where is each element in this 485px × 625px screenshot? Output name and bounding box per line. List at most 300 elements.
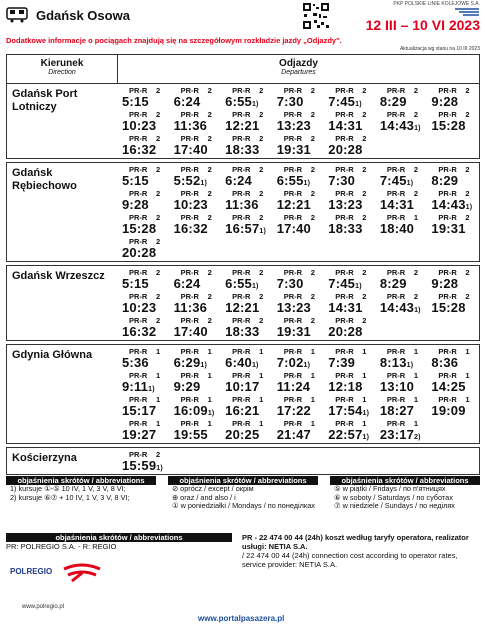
departure-time: 7:30 bbox=[276, 94, 304, 109]
departure-time-wrap bbox=[122, 403, 156, 418]
departure bbox=[170, 86, 222, 110]
departure-time-wrap bbox=[328, 221, 362, 236]
departures-header bbox=[118, 55, 479, 83]
direction-header bbox=[7, 55, 118, 83]
departure bbox=[427, 395, 479, 419]
train-category: PR-R bbox=[180, 165, 199, 174]
info-notice: Dodatkowe informacje o pociągach znajdują się na szczegółowym rozkładzie jazdy „Odjazdy". bbox=[6, 36, 342, 45]
platform-number: 2 bbox=[362, 316, 367, 325]
train-category: PR-R bbox=[438, 110, 457, 119]
departure-time-wrap bbox=[380, 403, 414, 418]
departure-time-wrap bbox=[380, 276, 407, 291]
departure bbox=[273, 213, 325, 237]
departure bbox=[221, 395, 273, 419]
departure-time-wrap bbox=[328, 118, 362, 133]
legend-and-also: ⊕ oraz / and also / і bbox=[172, 492, 236, 502]
station-name: Gdańsk Osowa bbox=[36, 8, 130, 23]
departure bbox=[170, 419, 222, 443]
departure bbox=[324, 347, 376, 371]
departure-time-wrap bbox=[431, 355, 458, 370]
platform-number: 2 bbox=[259, 268, 264, 277]
departure-time-wrap bbox=[431, 197, 472, 212]
direction-section bbox=[6, 447, 480, 475]
departure-time-wrap bbox=[277, 324, 311, 339]
departure-time-wrap bbox=[277, 300, 311, 315]
legend-fridays: ⑤ w piątki / Fridays / по п'ятницях bbox=[334, 484, 446, 493]
departure-time-wrap bbox=[174, 221, 208, 236]
departure-time-wrap bbox=[174, 379, 201, 394]
departure-time: 6:24 bbox=[225, 173, 252, 188]
departure-time-wrap bbox=[225, 403, 259, 418]
train-category: PR-R bbox=[438, 189, 457, 198]
platform-number: 2 bbox=[465, 292, 470, 301]
departure-time-wrap bbox=[277, 355, 310, 370]
departure bbox=[221, 189, 273, 213]
platform-number: 1 bbox=[259, 419, 264, 428]
departure-time-wrap bbox=[122, 142, 156, 157]
departure-time-wrap bbox=[277, 403, 311, 418]
platform-number: 1 bbox=[413, 347, 419, 356]
departure-time-wrap bbox=[380, 300, 421, 315]
platform-number: 2 bbox=[413, 292, 419, 301]
train-category: PR-R bbox=[283, 165, 303, 174]
departure-time-wrap bbox=[225, 355, 258, 370]
departure bbox=[324, 292, 376, 316]
platform-number: 2 bbox=[362, 292, 367, 301]
departure-time-wrap bbox=[225, 118, 259, 133]
departure-time: 8:29 bbox=[379, 276, 407, 291]
platform-number: 1 bbox=[207, 371, 212, 380]
departure bbox=[376, 165, 428, 189]
departure-time-wrap bbox=[277, 118, 311, 133]
platform-number: 2 bbox=[259, 292, 264, 301]
train-category: PR-R bbox=[283, 395, 303, 404]
platform-number: 1 bbox=[362, 395, 367, 404]
departure bbox=[118, 292, 170, 316]
departure-grid bbox=[118, 266, 479, 340]
departure-time-wrap bbox=[328, 324, 362, 339]
departure bbox=[221, 165, 273, 189]
departure-time: 6:55 bbox=[225, 94, 252, 109]
train-category: PR-R bbox=[283, 316, 303, 325]
departure-time: 5:15 bbox=[122, 94, 149, 109]
platform-number: 1 bbox=[413, 213, 419, 222]
departure bbox=[170, 268, 222, 292]
departure bbox=[118, 316, 170, 340]
departure-time-wrap bbox=[225, 427, 259, 442]
departure-time: 14:31 bbox=[328, 118, 363, 133]
platform-number: 2 bbox=[310, 165, 315, 174]
train-category: PR-R bbox=[438, 213, 457, 222]
platform-number: 1 bbox=[259, 395, 264, 404]
departure-time-wrap bbox=[328, 276, 361, 291]
train-category: PR-R bbox=[129, 237, 148, 246]
departure-time: 19:31 bbox=[431, 221, 466, 236]
train-category: PR-R bbox=[283, 86, 303, 95]
departure-time-wrap bbox=[328, 427, 369, 442]
departure-grid bbox=[118, 163, 479, 261]
footnote-marker: 1) bbox=[303, 362, 311, 369]
platform-number: 2 bbox=[413, 110, 419, 119]
departure bbox=[221, 292, 273, 316]
platform-number: 2 bbox=[259, 134, 264, 143]
validity-dates: 12 III – 10 VI 2023 bbox=[365, 17, 480, 33]
departure bbox=[376, 86, 428, 110]
departure-time-wrap bbox=[380, 197, 414, 212]
departure-time-wrap bbox=[225, 300, 259, 315]
legend-operators-header: objaśnienia skrótów / abbreviations bbox=[6, 533, 232, 542]
legend-header: objaśnienia skrótów / abbreviations bbox=[6, 476, 156, 485]
footnote-marker: 1) bbox=[200, 180, 208, 187]
departure bbox=[273, 189, 325, 213]
train-category: PR-R bbox=[129, 110, 148, 119]
departure bbox=[273, 134, 325, 158]
departure bbox=[376, 189, 428, 213]
platform-number: 2 bbox=[362, 165, 367, 174]
platform-number: 2 bbox=[259, 165, 264, 174]
departure-time: 22:57 bbox=[328, 427, 363, 442]
departure bbox=[376, 110, 428, 134]
platform-number: 2 bbox=[207, 110, 212, 119]
departure bbox=[324, 419, 376, 443]
train-category: PR-R bbox=[180, 419, 199, 428]
platform-number: 2 bbox=[259, 189, 264, 198]
platform-number: 2 bbox=[207, 165, 212, 174]
qr-code-icon[interactable] bbox=[302, 2, 330, 30]
departure-time: 8:29 bbox=[431, 173, 459, 188]
platform-number: 1 bbox=[156, 347, 161, 356]
departure bbox=[427, 371, 479, 395]
train-category: PR-R bbox=[335, 134, 354, 143]
platform-number: 1 bbox=[465, 395, 470, 404]
departure-time-wrap bbox=[122, 118, 156, 133]
train-category: PR-R bbox=[129, 134, 148, 143]
legend-symbols bbox=[168, 476, 318, 511]
platform-number: 2 bbox=[207, 213, 212, 222]
departure-time-wrap bbox=[122, 300, 156, 315]
polregio-website-link[interactable]: www.polregio.pl bbox=[22, 604, 65, 610]
platform-number: 1 bbox=[465, 347, 470, 356]
departure bbox=[324, 134, 376, 158]
departure-time: 7:45 bbox=[328, 94, 356, 109]
platform-number: 2 bbox=[259, 213, 264, 222]
legend-note-1: 1) kursuje ①-⑤ 10 IV, 1 V, 3 V, 8 VI; bbox=[10, 484, 126, 493]
platform-number: 1 bbox=[413, 371, 419, 380]
train-category: PR-R bbox=[129, 419, 148, 428]
train-category: PR-R bbox=[438, 347, 457, 356]
departure bbox=[170, 189, 222, 213]
train-category: PR-R bbox=[180, 347, 199, 356]
departure bbox=[273, 86, 325, 110]
departure bbox=[427, 268, 479, 292]
departure-time: 13:23 bbox=[276, 118, 311, 133]
departure-grid bbox=[118, 345, 479, 443]
departure bbox=[118, 395, 170, 419]
departure-time-wrap bbox=[277, 173, 310, 188]
train-category: PR-R bbox=[232, 134, 251, 143]
departure-time: 5:15 bbox=[122, 276, 149, 291]
departure bbox=[118, 237, 170, 261]
platform-number: 2 bbox=[310, 213, 315, 222]
train-category: PR-R bbox=[438, 165, 457, 174]
footnote-marker: 1) bbox=[362, 434, 370, 441]
train-category: PR-R bbox=[129, 371, 148, 380]
train-category: PR-R bbox=[283, 110, 303, 119]
departure bbox=[221, 347, 273, 371]
departure-time: 6:55 bbox=[225, 276, 252, 291]
departure bbox=[118, 347, 170, 371]
footnote-marker: 1) bbox=[156, 465, 163, 472]
direction-title: Kierunek bbox=[40, 58, 84, 69]
train-category: PR-R bbox=[386, 110, 406, 119]
departure-time: 20:28 bbox=[122, 245, 157, 260]
departure bbox=[273, 292, 325, 316]
departure bbox=[273, 110, 325, 134]
train-category: PR-R bbox=[386, 419, 406, 428]
platform-number: 2 bbox=[156, 165, 161, 174]
departure-time: 16:32 bbox=[122, 142, 157, 157]
departure bbox=[221, 419, 273, 443]
departure-time-wrap bbox=[380, 355, 413, 370]
train-category: PR-R bbox=[438, 268, 457, 277]
departure bbox=[376, 347, 428, 371]
departure bbox=[427, 165, 479, 189]
platform-number: 2 bbox=[465, 213, 470, 222]
departure-time: 11:24 bbox=[276, 379, 311, 394]
platform-number: 2 bbox=[413, 165, 419, 174]
departure bbox=[376, 395, 428, 419]
train-category: PR-R bbox=[386, 292, 406, 301]
footnote-marker: 1) bbox=[148, 386, 155, 393]
platform-number: 2 bbox=[207, 316, 212, 325]
departure-time-wrap bbox=[431, 173, 458, 188]
train-category: PR-R bbox=[129, 292, 148, 301]
departure bbox=[324, 371, 376, 395]
direction-section bbox=[6, 344, 480, 444]
train-category: PR-R bbox=[129, 450, 148, 459]
platform-number: 2 bbox=[156, 450, 161, 459]
departure bbox=[376, 213, 428, 237]
departure-time: 11:36 bbox=[225, 197, 259, 212]
train-category: PR-R bbox=[180, 213, 199, 222]
departure-time: 8:29 bbox=[379, 94, 407, 109]
departure-time: 13:23 bbox=[328, 197, 363, 212]
departure-time: 7:02 bbox=[276, 355, 304, 370]
departure bbox=[221, 316, 273, 340]
departure bbox=[170, 316, 222, 340]
train-category: PR-R bbox=[129, 213, 148, 222]
departure-time: 15:59 bbox=[122, 458, 157, 473]
footnote-marker: 1) bbox=[200, 362, 208, 369]
departure-time: 17:22 bbox=[276, 403, 311, 418]
departure-time-wrap bbox=[431, 276, 458, 291]
platform-number: 2 bbox=[207, 134, 212, 143]
train-category: PR-R bbox=[283, 134, 303, 143]
departure bbox=[376, 371, 428, 395]
departure-time: 7:45 bbox=[328, 276, 356, 291]
train-category: PR-R bbox=[232, 395, 251, 404]
train-category: PR-R bbox=[129, 165, 148, 174]
departure-time: 7:39 bbox=[328, 355, 356, 370]
footnote-marker: 1) bbox=[259, 228, 267, 235]
table-header bbox=[6, 54, 480, 83]
footnote-marker: 1) bbox=[414, 307, 421, 314]
departure bbox=[324, 268, 376, 292]
train-category: PR-R bbox=[438, 371, 457, 380]
departure bbox=[118, 268, 170, 292]
departure bbox=[221, 213, 273, 237]
departure-time-wrap bbox=[225, 324, 259, 339]
departure-time: 20:25 bbox=[225, 427, 260, 442]
departure-time: 9:29 bbox=[173, 379, 201, 394]
platform-number: 1 bbox=[207, 395, 212, 404]
platform-number: 2 bbox=[310, 189, 315, 198]
platform-number: 2 bbox=[156, 268, 161, 277]
departure-time-wrap bbox=[122, 173, 149, 188]
departure-time-wrap bbox=[431, 94, 458, 109]
departure-time: 6:55 bbox=[276, 173, 304, 188]
footnote-marker: 1) bbox=[465, 204, 473, 211]
train-station-icon bbox=[6, 5, 28, 23]
departure bbox=[118, 86, 170, 110]
departure-time-wrap bbox=[380, 94, 407, 109]
departure-time-wrap bbox=[328, 142, 362, 157]
contact-info bbox=[242, 533, 482, 569]
departure-time-wrap bbox=[380, 118, 421, 133]
departure-time-wrap bbox=[174, 118, 208, 133]
departure-time-wrap bbox=[122, 94, 149, 109]
departure-time: 13:23 bbox=[276, 300, 311, 315]
legend-mondays: ① w poniedziałki / Mondays / по понеділках bbox=[172, 501, 315, 511]
departure bbox=[427, 86, 479, 110]
departure-time-wrap bbox=[122, 245, 156, 260]
departure bbox=[324, 165, 376, 189]
departure bbox=[427, 189, 479, 213]
departure-time: 11:36 bbox=[173, 300, 208, 315]
departure bbox=[118, 165, 170, 189]
train-category: PR-R bbox=[180, 86, 199, 95]
departure bbox=[324, 110, 376, 134]
direction-name: Kościerzyna bbox=[12, 452, 77, 464]
departures-subtitle: Departures bbox=[281, 69, 316, 76]
departure bbox=[324, 395, 376, 419]
departure-time: 9:11 bbox=[122, 379, 149, 394]
train-category: PR-R bbox=[283, 347, 303, 356]
departure bbox=[324, 189, 376, 213]
train-category: PR-R bbox=[129, 189, 148, 198]
departure bbox=[273, 395, 325, 419]
platform-number: 2 bbox=[465, 189, 470, 198]
portal-pasazera-link[interactable]: www.portalpasazera.pl bbox=[198, 614, 285, 623]
train-category: PR-R bbox=[335, 189, 354, 198]
departure bbox=[170, 213, 222, 237]
departure-time: 6:29 bbox=[173, 355, 201, 370]
departure-time: 15:17 bbox=[122, 403, 157, 418]
departure-time: 7:30 bbox=[328, 173, 356, 188]
platform-number: 2 bbox=[156, 237, 161, 246]
platform-number: 2 bbox=[259, 86, 264, 95]
departure-time: 6:24 bbox=[173, 276, 201, 291]
departure-time: 11:36 bbox=[173, 118, 208, 133]
train-category: PR-R bbox=[232, 189, 251, 198]
departure-time-wrap bbox=[431, 403, 465, 418]
train-category: PR-R bbox=[335, 395, 354, 404]
train-category: PR-R bbox=[232, 110, 251, 119]
departure-time: 15:28 bbox=[122, 221, 157, 236]
train-category: PR-R bbox=[335, 316, 354, 325]
platform-number: 2 bbox=[156, 134, 161, 143]
departure-time: 17:40 bbox=[276, 221, 311, 236]
departure-time: 6:24 bbox=[173, 94, 201, 109]
train-category: PR-R bbox=[180, 395, 199, 404]
direction-name: Gdańsk Wrzeszcz bbox=[12, 270, 105, 282]
train-category: PR-R bbox=[386, 371, 406, 380]
departure bbox=[170, 395, 222, 419]
platform-number: 2 bbox=[207, 292, 212, 301]
train-category: PR-R bbox=[386, 86, 406, 95]
platform-number: 1 bbox=[156, 395, 161, 404]
operators-text: PR: POLREGIO S.A. - R: REGIO bbox=[6, 542, 117, 551]
departure bbox=[324, 316, 376, 340]
departure-time-wrap bbox=[122, 197, 149, 212]
departure-time: 15:28 bbox=[431, 300, 466, 315]
departure-time-wrap bbox=[225, 276, 258, 291]
departure-time: 20:28 bbox=[328, 324, 363, 339]
departure bbox=[273, 268, 325, 292]
departure-time-wrap bbox=[328, 197, 362, 212]
departure-time: 14:25 bbox=[431, 379, 466, 394]
footnote-marker: 1) bbox=[251, 101, 259, 108]
departure-time: 8:36 bbox=[431, 355, 459, 370]
departure-time: 9:28 bbox=[431, 276, 459, 291]
platform-number: 2 bbox=[310, 292, 315, 301]
train-category: PR-R bbox=[386, 395, 406, 404]
departure-time: 9:28 bbox=[431, 94, 459, 109]
departure bbox=[221, 110, 273, 134]
platform-number: 2 bbox=[310, 268, 315, 277]
train-category: PR-R bbox=[180, 110, 199, 119]
departure-time: 12:21 bbox=[225, 118, 260, 133]
platform-number: 1 bbox=[362, 347, 367, 356]
platform-number: 2 bbox=[207, 86, 212, 95]
departure bbox=[118, 371, 170, 395]
train-category: PR-R bbox=[283, 213, 303, 222]
departure bbox=[376, 419, 428, 443]
platform-number: 2 bbox=[362, 213, 367, 222]
departure-time: 8:13 bbox=[379, 355, 407, 370]
departure-time-wrap bbox=[174, 324, 208, 339]
departure bbox=[170, 110, 222, 134]
departure bbox=[118, 419, 170, 443]
departure-time: 16:32 bbox=[122, 324, 157, 339]
departure bbox=[376, 292, 428, 316]
departure-time: 16:09 bbox=[173, 403, 208, 418]
departure-time-wrap bbox=[225, 94, 258, 109]
departure-time-wrap bbox=[277, 379, 311, 394]
departure-time: 23:17 bbox=[379, 427, 415, 442]
legend-except: ⊘ oprócz / except / окрім bbox=[172, 484, 254, 493]
platform-number: 2 bbox=[362, 134, 367, 143]
update-date: Aktualizacja wg stanu na 10 III 2023 bbox=[399, 46, 480, 52]
departure-time-wrap bbox=[277, 197, 311, 212]
departure-time-wrap bbox=[277, 276, 304, 291]
footnote-marker: 1) bbox=[362, 410, 370, 417]
departure-time-wrap bbox=[225, 173, 252, 188]
departure-time-wrap bbox=[328, 173, 355, 188]
departure-time: 18:33 bbox=[225, 142, 260, 157]
departure-time: 5:36 bbox=[122, 355, 149, 370]
departure-time-wrap bbox=[122, 276, 149, 291]
